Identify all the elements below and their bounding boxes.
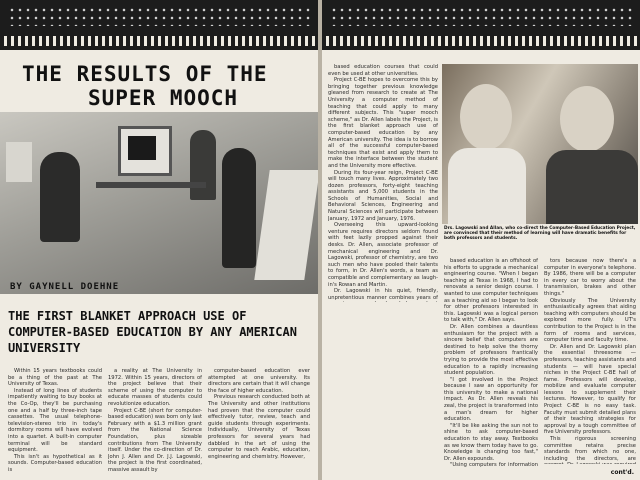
left-column-1	[8, 368, 102, 474]
paragraph: based education courses that could even be used at other universities.	[328, 64, 438, 77]
paragraph: Obviously The University enthusiastically agrees that aiding teaching with computers should be explored more fully. UT's contribution to the Project is in the form of rooms and services, computer time and faculty time.	[544, 297, 636, 344]
right-page	[322, 0, 640, 480]
paragraph: This isn't as hypothetical as it sounds. Computer-based education is	[8, 453, 102, 473]
stripe-rule	[322, 46, 640, 50]
paragraph: Dr. Lagowski in his quiet, friendly, unpretentious manner combines years of	[328, 288, 438, 301]
paragraph: "Using computers for information	[450, 462, 538, 468]
paragraph: tors because now there's a computer in everyone's telephone. By 1986, there will be a computer in every car to worry about the transmission, brakes and other things."	[544, 258, 636, 297]
stripe-border	[322, 36, 640, 46]
computer-lab-photo	[0, 112, 318, 294]
paragraph: Instead of long lines of students impatiently waiting to buy books at the Co-Op, they'll be purchasing one and a half by three-inch tape cassettes. The usual telephone-television-stereo trio in today's dormitory rooms will have evolved into a quartet. A built-in computer terminal will be standard equipment.	[8, 387, 102, 454]
left-page	[0, 0, 318, 480]
stripe-border	[0, 36, 318, 46]
right-column-2	[444, 258, 538, 468]
paragraph: This rigorous screening committee retains precise standards from which no one, including the directors, are	[544, 436, 636, 462]
dot-header-band	[0, 0, 318, 36]
left-column-3	[208, 368, 310, 474]
paragraph: During its four-year reign, Project C-BE will touch many lives. Approximately two dozen professors, forty-eight teaching assistants and 5,000 students in the Schools of Humanities, Social and Behavioral Sciences, Engineering and Natural Sciences will participate between January, 1972 and January, 1976.	[328, 169, 438, 222]
paragraph: Project C-BE (short for computer-based education) was born only last February with a $1.3 million grant from the National Science Foundation, plus sizeable contributions from The University itself. Under the co-direction of Dr. John J. Allen and Dr. J.J. Lagowski, the project is the first coordinated, massive assault by	[108, 407, 202, 473]
paragraph: a reality at The University in 1972. Within 15 years, directors of the project believe that their scheme of using the computer to educate masses of students could revolutionize education.	[108, 368, 202, 407]
paragraph: "It'll be like asking the sun not to shine to ask computer-based education to stay away. Textbooks as we know them today have to go. Knowledge is changing too fast," Dr. Allen expounds.	[444, 422, 538, 462]
left-column-2	[108, 368, 202, 474]
article-subhead: THE FIRST BLANKET APPROACH USE OF COMPUTER-BASED EDUCATION BY ANY AMERICAN UNIVERSITY	[8, 309, 297, 355]
paragraph: computer-based education ever attempted at one university. Its directors are certain that it will change the face of higher education.	[208, 368, 310, 394]
photo-caption: Drs. Lagowski and Allan, who co-direct the Computer-Based Education Project, are convinced that their method of learning will have dramatic benefits for both professors and students.	[444, 226, 636, 242]
paragraph: Dr. Allen combines a dauntless enthusiasm for the project with a sincere belief that computers are destined to help solve the thorny problem of professors frantically trying to provide the most effective education to a rapidly increasing student population.	[444, 323, 538, 377]
byline: BY GAYNELL DOEHNE	[10, 282, 120, 292]
paragraph: Within 15 years textbooks could be a thing of the past at The University of Texas.	[8, 368, 102, 388]
stripe-rule	[0, 46, 318, 50]
paragraph: Previous research conducted both at The University and other institutions had proven that the computer could effectively tutor, review, teach and guide students through experiments. Individually, University of Texas professors for several years had dabbled in the art of using the computer to reach Arabic, education, engineering and chemistry. However,	[208, 394, 310, 460]
article-title-line-2: SUPER MOOCH	[88, 86, 239, 110]
article-title-line-1: THE RESULTS OF THE	[22, 62, 268, 86]
paragraph: based education is an offshoot of his efforts to upgrade a mechanical engineering course. "When I began teaching at Texas in 1968, I had to renovate a senior design course. I wanted to use computer techniques as a teaching aid so I began to look for other professors interested in this. Lagowski was a logical person to talk with," Dr. Allen says.	[444, 258, 538, 324]
right-column-1	[328, 64, 438, 302]
continued-marker: cont'd.	[610, 469, 634, 476]
paragraph: Overseeing this upward-looking venture requires directors seldom found with feet lazily propped against their desks. Dr. Allen, associate professor of mechanical engineering and Dr. Lagowski, professor of chemistry, are two such men who have pooled their talents to form, in Dr. Allen's words, a team as compatible and complementary as laugh-in's Rowan and Martin.	[328, 222, 438, 288]
paragraph: Dr. Allen and Dr. Lagowski plan the essential threesome — professors, teaching assistants and students — will have special niches in the Project C-BE hall of fame. Professors will develop, mobilize and evaluate computer lessons to supplement their lectures. However, to qualify for Project C-BE is no easy task. Faculty must submit detailed plans of their teaching strategies for approval by a tough committee of five University professors.	[544, 343, 636, 436]
right-column-3	[544, 258, 636, 464]
directors-photo	[442, 64, 638, 224]
paragraph: Project C-BE hopes to overcome this by bringing together previous knowledge gleaned from research to create at The University a computer method of teaching that could apply to many different subjects. This "super mooch scheme," as Dr. Allen labels the Project, is the first blanket approach use of computer-based education by any American university. The idea is to borrow all of the successful computer-based techniques that exist and apply them to make the interface between the student and the University more effective.	[328, 77, 438, 169]
paragraph: "I got involved in the Project because I saw an opportunity for this university to make a national impact. As Dr. Allen reveals his zeal, the project is transformed into a man's dream for higher education.	[444, 376, 538, 423]
dot-header-band	[322, 0, 640, 36]
